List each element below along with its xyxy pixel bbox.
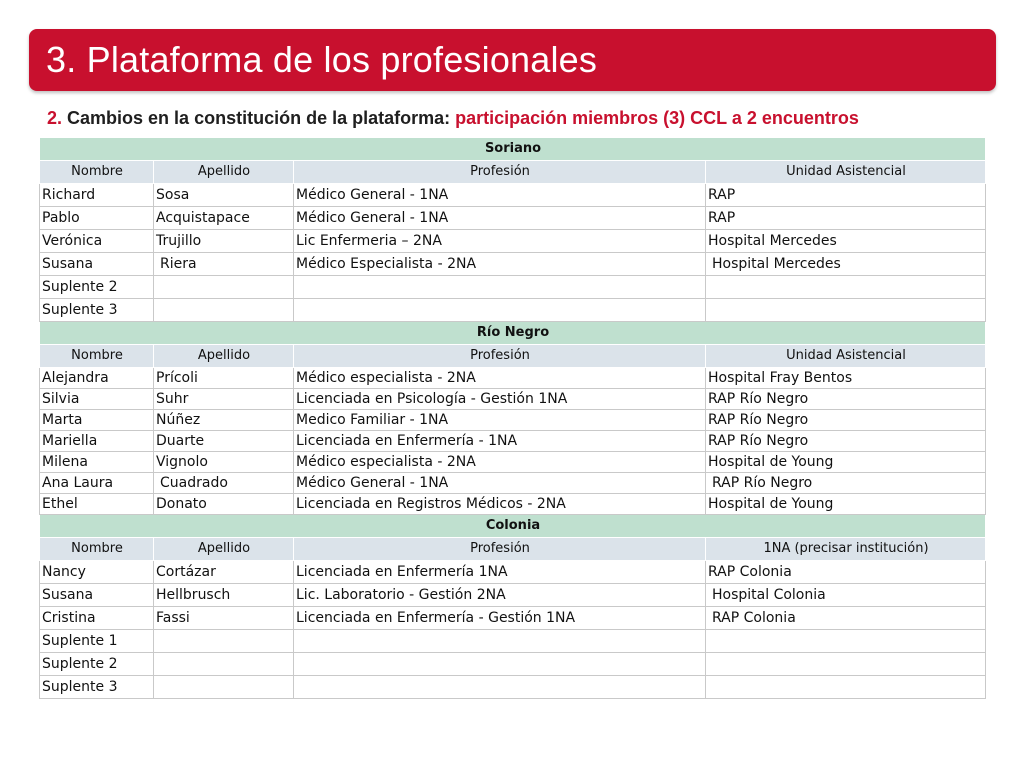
table-row	[40, 473, 986, 494]
cell-profesion: Lic. Laboratorio - Gestión 2NA	[294, 584, 706, 607]
cell-unidad	[706, 276, 986, 299]
section-title: Río Negro	[40, 322, 986, 345]
cell-unidad	[706, 630, 986, 653]
cell-profesion: Medico Familiar - 1NA	[294, 410, 706, 431]
cell-nombre: Suplente 1	[40, 630, 154, 653]
cell-apellido: Suhr	[154, 389, 294, 410]
column-header-row	[40, 161, 986, 184]
cell-profesion	[294, 276, 706, 299]
cell-profesion: Médico General - 1NA	[294, 207, 706, 230]
table-row	[40, 561, 986, 584]
cell-apellido: Donato	[154, 494, 294, 515]
cell-apellido: Duarte	[154, 431, 294, 452]
cell-nombre: Marta	[40, 410, 154, 431]
column-header-apellido: Apellido	[154, 345, 294, 368]
column-header-row	[40, 538, 986, 561]
cell-apellido: Acquistapace	[154, 207, 294, 230]
cell-unidad	[706, 653, 986, 676]
cell-nombre: Cristina	[40, 607, 154, 630]
column-header-apellido: Apellido	[154, 538, 294, 561]
cell-profesion	[294, 299, 706, 322]
cell-apellido: Prícoli	[154, 368, 294, 389]
table-row	[40, 299, 986, 322]
cell-apellido: Fassi	[154, 607, 294, 630]
cell-unidad: RAP Río Negro	[706, 431, 986, 452]
table-row	[40, 207, 986, 230]
cell-apellido: Cuadrado	[154, 473, 294, 494]
section-title: Colonia	[40, 515, 986, 538]
cell-apellido	[154, 653, 294, 676]
table-row	[40, 653, 986, 676]
table-row	[40, 230, 986, 253]
table-row	[40, 184, 986, 207]
cell-nombre: Suplente 2	[40, 653, 154, 676]
table-row	[40, 389, 986, 410]
cell-unidad: RAP Río Negro	[706, 389, 986, 410]
cell-unidad: Hospital de Young	[706, 452, 986, 473]
cell-apellido: Vignolo	[154, 452, 294, 473]
cell-nombre: Suplente 2	[40, 276, 154, 299]
cell-unidad: RAP Río Negro	[706, 473, 986, 494]
cell-apellido: Núñez	[154, 410, 294, 431]
cell-profesion: Licenciada en Psicología - Gestión 1NA	[294, 389, 706, 410]
cell-unidad: RAP Colonia	[706, 607, 986, 630]
table-row	[40, 253, 986, 276]
cell-profesion: Lic Enfermeria – 2NA	[294, 230, 706, 253]
table-row	[40, 494, 986, 515]
cell-unidad: Hospital Fray Bentos	[706, 368, 986, 389]
cell-nombre: Nancy	[40, 561, 154, 584]
column-header-nombre: Nombre	[40, 538, 154, 561]
section-title: Soriano	[40, 138, 986, 161]
cell-unidad: Hospital Mercedes	[706, 230, 986, 253]
cell-apellido	[154, 676, 294, 699]
table-row	[40, 368, 986, 389]
column-header-profesion: Profesión	[294, 161, 706, 184]
table-row	[40, 276, 986, 299]
cell-profesion: Médico especialista - 2NA	[294, 368, 706, 389]
column-header-profesion: Profesión	[294, 345, 706, 368]
cell-unidad: RAP	[706, 207, 986, 230]
table-row	[40, 452, 986, 473]
table-row	[40, 431, 986, 452]
cell-apellido: Riera	[154, 253, 294, 276]
cell-nombre: Susana	[40, 253, 154, 276]
column-header-nombre: Nombre	[40, 345, 154, 368]
cell-nombre: Richard	[40, 184, 154, 207]
table-row	[40, 607, 986, 630]
table-row	[40, 410, 986, 431]
cell-profesion: Licenciada en Enfermería - 1NA	[294, 431, 706, 452]
cell-nombre: Milena	[40, 452, 154, 473]
cell-apellido	[154, 630, 294, 653]
members-table	[39, 137, 986, 699]
table-row	[40, 676, 986, 699]
slide-title: 3. Plataforma de los profesionales	[46, 39, 598, 80]
table-row	[40, 630, 986, 653]
cell-profesion	[294, 653, 706, 676]
slide-subtitle	[47, 108, 1007, 129]
cell-apellido	[154, 276, 294, 299]
cell-unidad: RAP Colonia	[706, 561, 986, 584]
cell-unidad: Hospital de Young	[706, 494, 986, 515]
cell-nombre: Ana Laura	[40, 473, 154, 494]
cell-unidad: RAP Río Negro	[706, 410, 986, 431]
column-header-nombre: Nombre	[40, 161, 154, 184]
cell-nombre: Ethel	[40, 494, 154, 515]
table-row	[40, 584, 986, 607]
cell-apellido: Hellbrusch	[154, 584, 294, 607]
cell-profesion: Médico Especialista - 2NA	[294, 253, 706, 276]
column-header-profesion: Profesión	[294, 538, 706, 561]
cell-unidad: Hospital Mercedes	[706, 253, 986, 276]
cell-profesion	[294, 630, 706, 653]
cell-nombre: Suplente 3	[40, 676, 154, 699]
cell-profesion: Médico especialista - 2NA	[294, 452, 706, 473]
cell-profesion: Licenciada en Enfermería 1NA	[294, 561, 706, 584]
subtitle-highlight: participación miembros (3) CCL a 2 encuentros	[455, 108, 859, 128]
cell-apellido	[154, 299, 294, 322]
title-bar	[29, 29, 996, 91]
section-header	[40, 515, 986, 538]
column-header-unidad: 1NA (precisar institución)	[706, 538, 986, 561]
cell-nombre: Verónica	[40, 230, 154, 253]
subtitle-number: 2.	[47, 108, 63, 128]
section-header	[40, 322, 986, 345]
column-header-unidad: Unidad Asistencial	[706, 345, 986, 368]
cell-apellido: Sosa	[154, 184, 294, 207]
cell-nombre: Susana	[40, 584, 154, 607]
cell-unidad	[706, 676, 986, 699]
cell-profesion	[294, 676, 706, 699]
cell-unidad: Hospital Colonia	[706, 584, 986, 607]
cell-profesion: Licenciada en Registros Médicos - 2NA	[294, 494, 706, 515]
column-header-unidad: Unidad Asistencial	[706, 161, 986, 184]
column-header-row	[40, 345, 986, 368]
subtitle-text: Cambios en la constitución de la plataforma:	[67, 108, 451, 128]
cell-nombre: Mariella	[40, 431, 154, 452]
cell-nombre: Pablo	[40, 207, 154, 230]
cell-apellido: Cortázar	[154, 561, 294, 584]
cell-profesion: Médico General - 1NA	[294, 473, 706, 494]
section-header	[40, 138, 986, 161]
cell-apellido: Trujillo	[154, 230, 294, 253]
cell-profesion: Licenciada en Enfermería - Gestión 1NA	[294, 607, 706, 630]
cell-unidad: RAP	[706, 184, 986, 207]
cell-profesion: Médico General - 1NA	[294, 184, 706, 207]
column-header-apellido: Apellido	[154, 161, 294, 184]
cell-nombre: Silvia	[40, 389, 154, 410]
cell-nombre: Suplente 3	[40, 299, 154, 322]
cell-nombre: Alejandra	[40, 368, 154, 389]
cell-unidad	[706, 299, 986, 322]
